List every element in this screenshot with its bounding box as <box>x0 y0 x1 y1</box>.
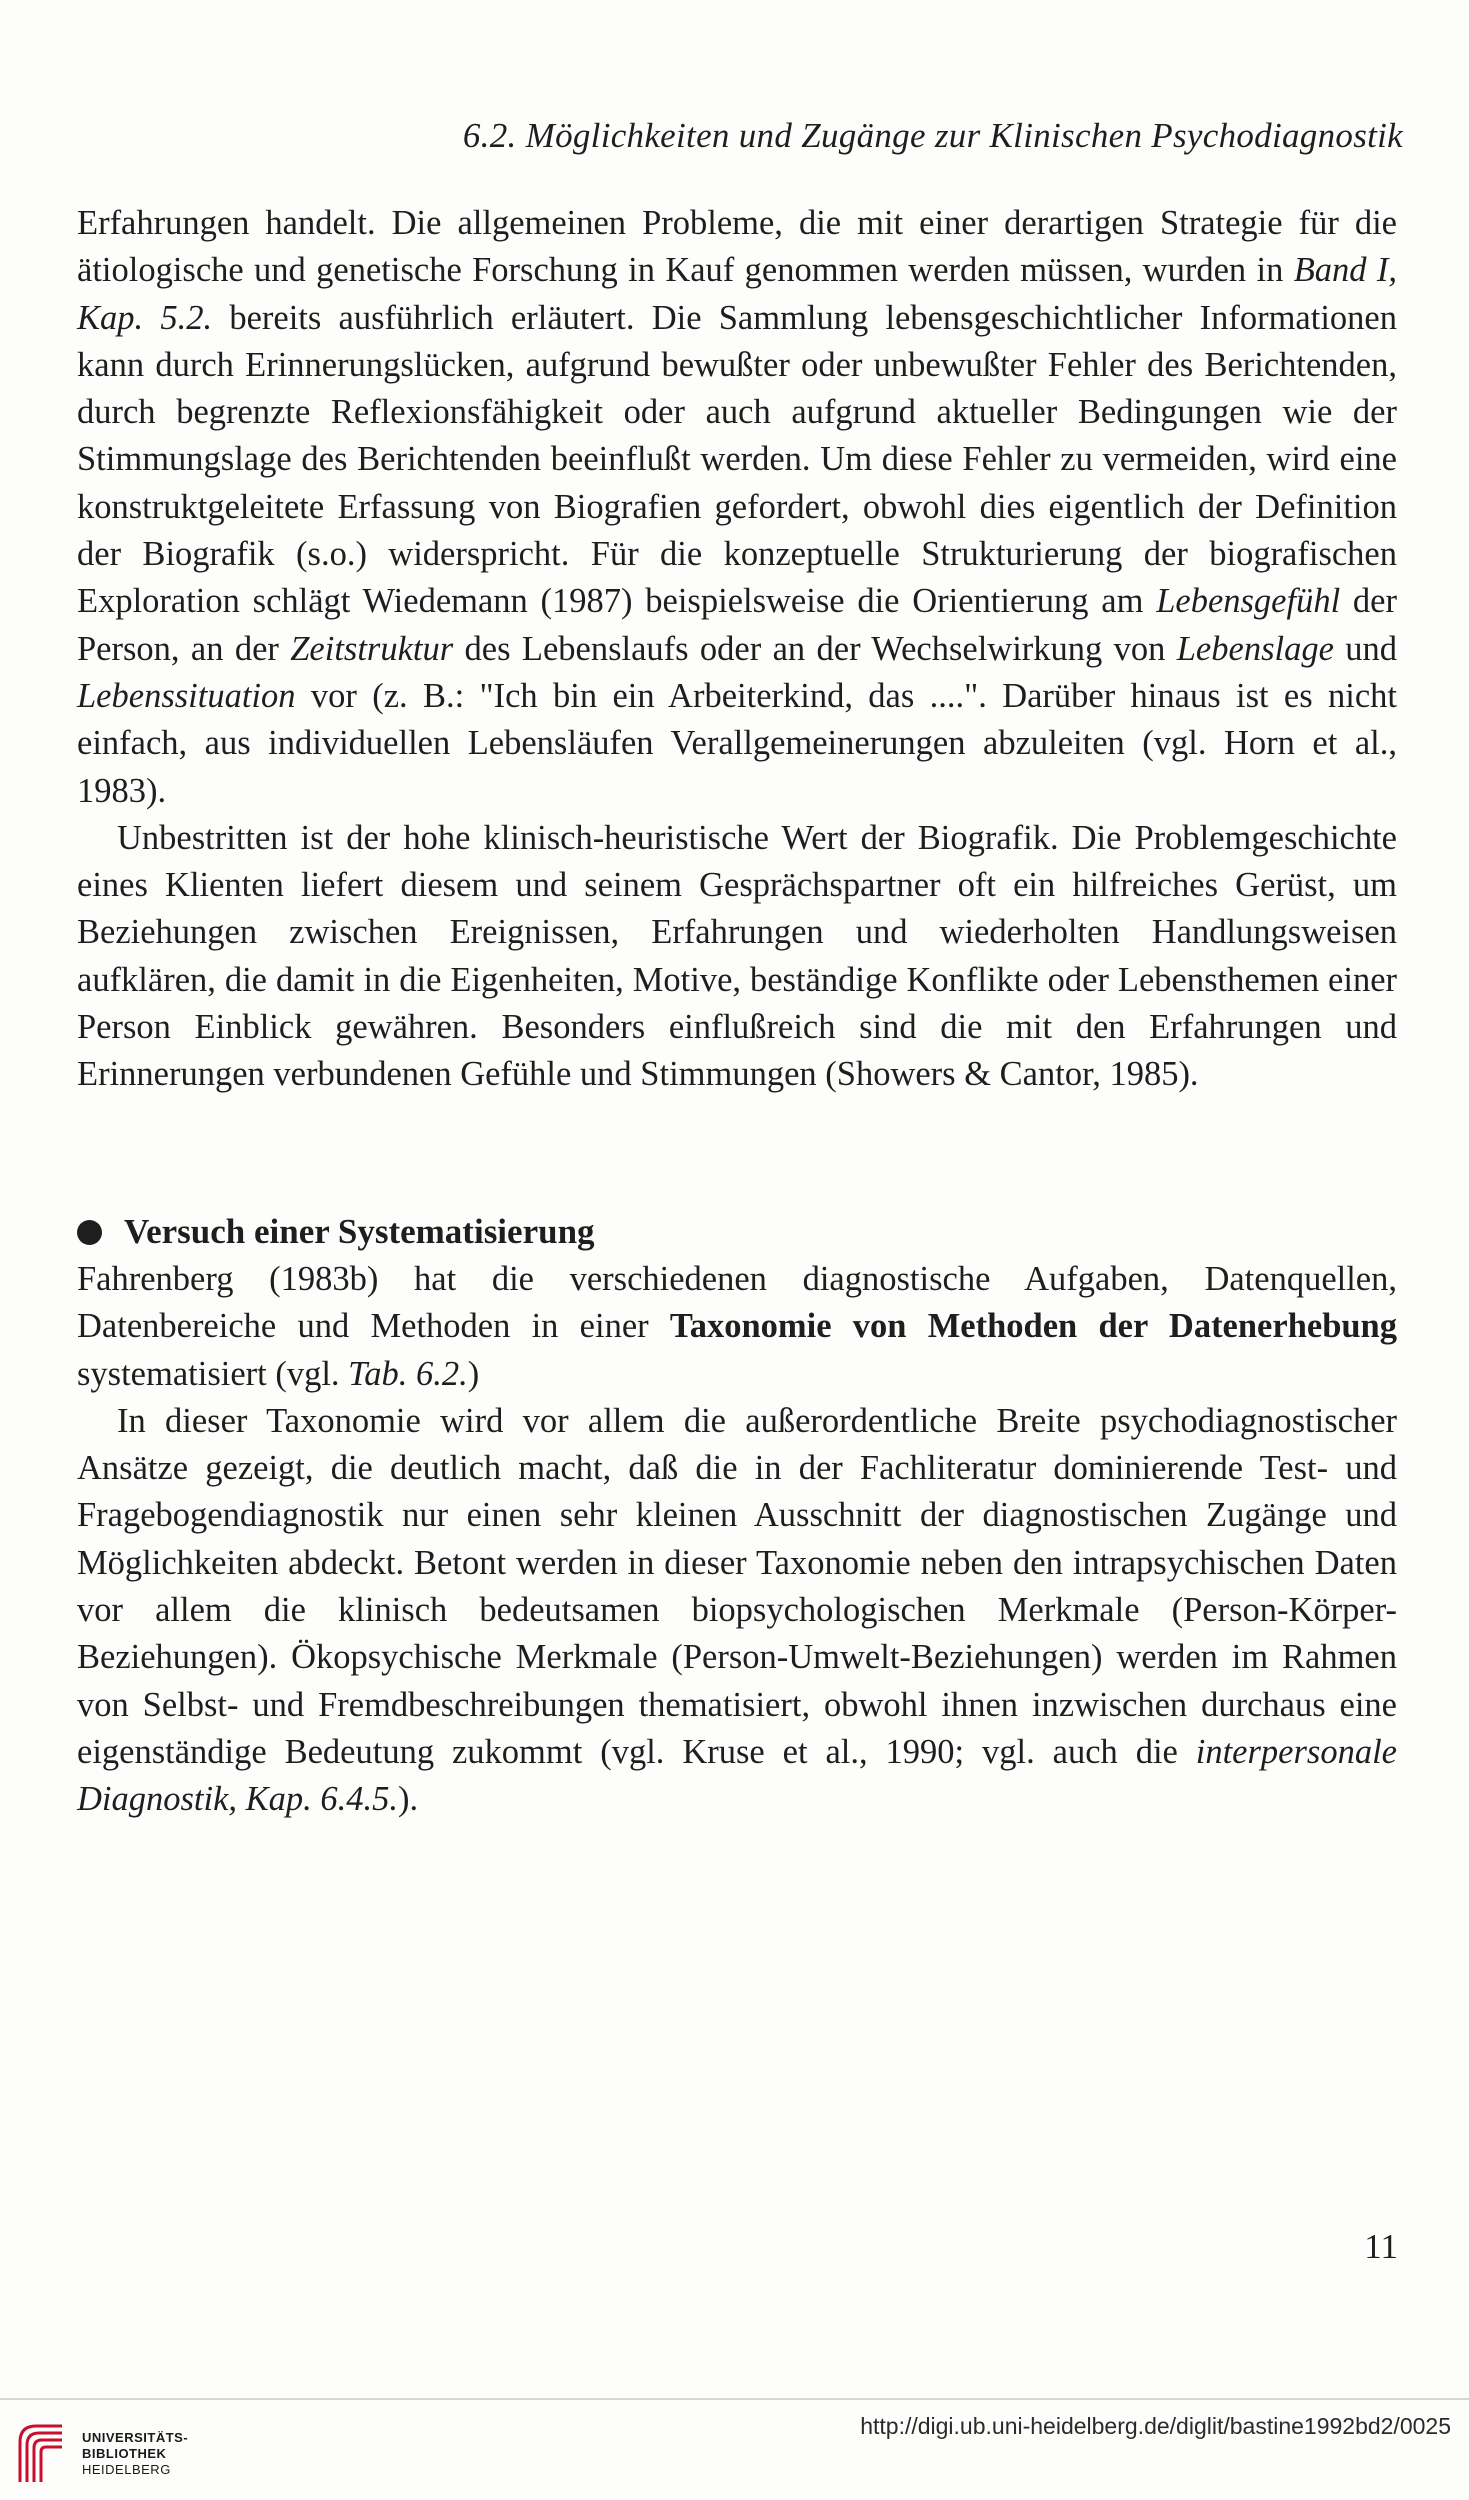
paragraph-1-text-4: des Lebenslaufs oder an der Wechselwirkung von <box>453 629 1177 668</box>
paragraph-1 <box>77 200 1397 815</box>
emphasis-zeitstruktur: Zeitstruktur <box>290 629 454 668</box>
paragraph-3-text-2: systematisiert (vgl. <box>77 1354 349 1393</box>
logo-line-3: HEIDELBERG <box>82 2462 171 2477</box>
section-heading <box>77 1212 595 1252</box>
source-url-link[interactable]: http://digi.ub.uni-heidelberg.de/diglit/bastine1992bd2/0025 <box>860 2413 1451 2439</box>
paragraph-3-text-1: Fahrenberg (1983b) hat die verschiedenen diagnostische Aufgaben, Datenquellen, Datenbereiche und Methoden in einer <box>77 1260 1397 1346</box>
paragraph-4 <box>77 1398 1397 1824</box>
emphasis-lebenssituation: Lebenssituation <box>77 676 296 715</box>
logo-line-1: UNIVERSITÄTS- <box>82 2430 189 2445</box>
library-logo-text <box>82 2430 188 2478</box>
bold-taxonomie: Taxonomie von Methoden der Datenerhebung <box>669 1307 1397 1346</box>
paragraph-1-text-5: und <box>1333 629 1397 668</box>
paragraph-1-text-1: Erfahrungen handelt. Die allgemeinen Probleme, die mit einer derartigen Strategie für die ätiologische und genetische Forschung in Kauf genommen werden müssen, wurden in <box>77 204 1397 290</box>
paragraph-3 <box>77 1256 1397 1398</box>
bullet-icon <box>77 1220 102 1245</box>
paragraph-4-text-2: ). <box>398 1780 419 1819</box>
paragraph-3-text-3: ) <box>467 1354 480 1393</box>
library-logo[interactable] <box>14 2412 254 2488</box>
paragraph-4-text-1: In dieser Taxonomie wird vor allem die außerordentliche Breite psychodiagnostischer Ansätze gezeigt, die deutlich macht, daß die in der Fachliteratur dominierende Test- und Fragebogendiagnostik nur einen sehr kleinen Ausschnitt der diagnostischen Zugänge und Möglichkeiten abdeckt. Betont werden in dieser Taxonomie neben den intrapsychischen Daten vor allem die klinisch bedeutsamen biopsychologischen Merkmale (Person-Körper-Beziehungen). Ökopsychische Merkmale (Person-Umwelt-Beziehungen) werden im Rahmen von Selbst- und Fremdbeschreibungen thematisiert, obwohl ihnen inzwischen durchaus eine eigenständige Bedeutung zukommt (vgl. Kruse et al., 1990; vgl. auch die <box>77 1401 1397 1771</box>
body-text-top <box>77 200 1397 1099</box>
paragraph-1-text-6: vor (z. B.: "Ich bin ein Arbeiterkind, das ....". Darüber hinaus ist es nicht einfach, aus individuellen Lebensläufen Verallgemeinerungen abzuleiten (vgl. Horn et al., 1983). <box>77 676 1397 810</box>
paragraph-1-text-3: der Person, an der <box>77 582 1397 668</box>
page-number: 11 <box>1364 2227 1398 2266</box>
section-heading-text: Versuch einer Systematisierung <box>124 1212 595 1251</box>
emphasis-lebensgefuehl: Lebensgefühl <box>1156 582 1341 621</box>
reference-interpersonale-diagnostik: interpersonale Diagnostik, Kap. 6.4.5. <box>77 1732 1397 1819</box>
paragraph-2: Unbestritten ist der hohe klinisch-heuristische Wert der Biografik. Die Problemgeschichte eines Klienten liefert diesem und seinem Gesprächspartner oft ein hilfreiches Gerüst, um Beziehungen zwischen Ereignissen, Erfahrungen und wiederholten Handlungsweisen aufklären, die damit in die Eigenheiten, Motive, beständige Konflikte oder Lebensthemen einer Person Einblick gewähren. Besonders einflußreich sind die mit den Erfahrungen und Erinnerungen verbundenen Gefühle und Stimmungen (Showers & Cantor, 1985). <box>77 818 1397 1094</box>
footer-divider <box>0 2398 1469 2400</box>
running-header: 6.2. Möglichkeiten und Zugänge zur Klinischen Psychodiagnostik <box>462 116 1403 155</box>
logo-line-2: BIBLIOTHEK <box>82 2446 167 2461</box>
reference-tab-6-2: Tab. 6.2. <box>348 1354 468 1393</box>
body-text-bottom <box>77 1256 1397 1824</box>
paragraph-1-text-2: bereits ausführlich erläutert. Die Sammlung lebensgeschichtlicher Informationen kann durch Erinnerungslücken, aufgrund bewußter oder unbewußter Fehler des Berichtenden, durch begrenzte Reflexionsfähigkeit oder auch aufgrund aktueller Bedingungen wie der Stimmungslage des Berichtenden beeinflußt werden. Um diese Fehler zu vermeiden, wird eine konstruktgeleitete Erfassung von Biografien gefordert, obwohl dies eigentlich der Definition der Biografik (s.o.) widerspricht. Für die konzeptuelle Strukturierung der biografischen Exploration schlägt Wiedemann (1987) beispielsweise die Orientierung am <box>77 298 1397 621</box>
ub-heidelberg-logo-icon <box>14 2412 74 2488</box>
reference-band-1: Band I, Kap. 5.2. <box>77 251 1397 337</box>
emphasis-lebenslage: Lebenslage <box>1176 629 1334 668</box>
